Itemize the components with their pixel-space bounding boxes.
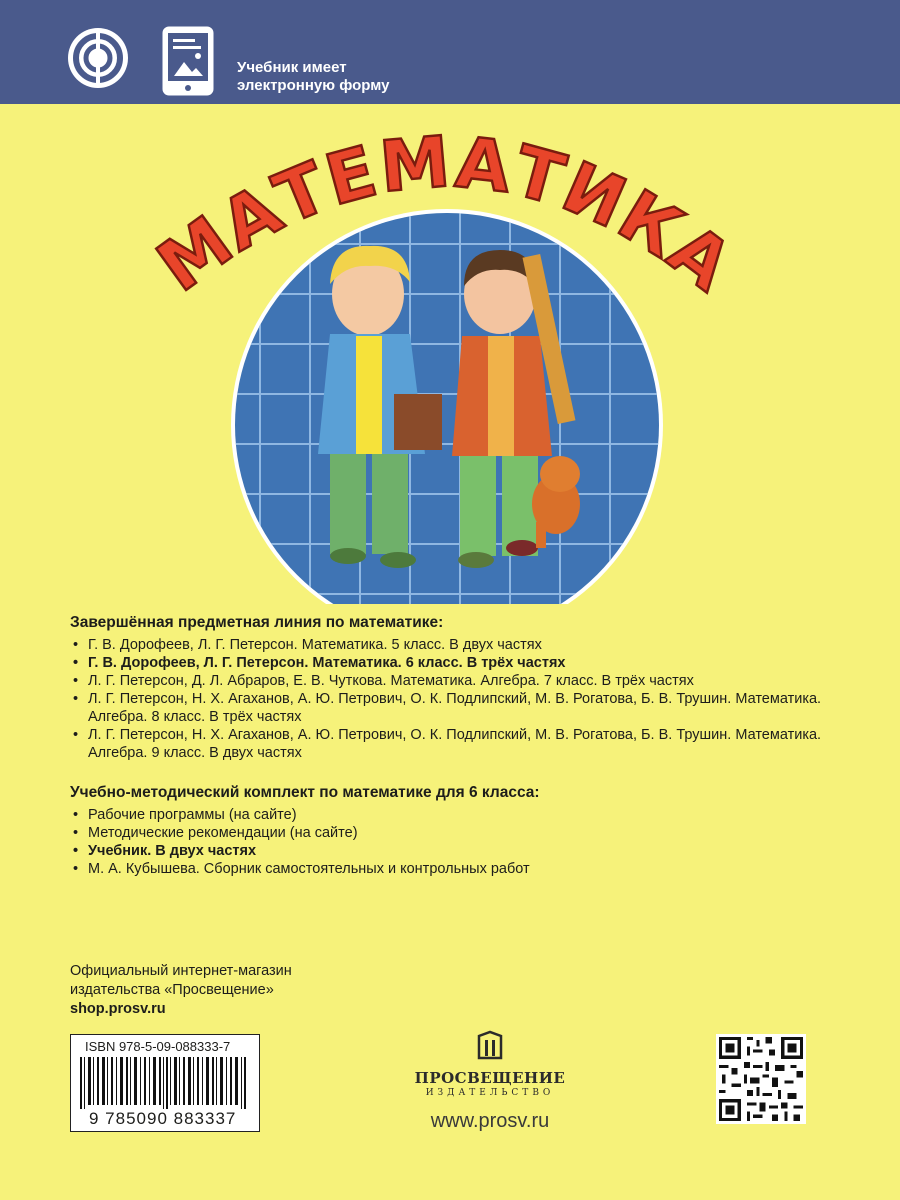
cover-illustration — [0, 104, 900, 604]
list-item: • М. А. Кубышева. Сборник самостоятельных и контрольных работ — [70, 860, 860, 878]
shop-info — [70, 962, 292, 1019]
shop-line-2: издательства «Просвещение» — [70, 982, 274, 998]
list-item: • Л. Г. Петерсон, Д. Л. Абраров, Е. В. Чуткова. Математика. Алгебра. 7 класс. В трёх частях — [70, 672, 860, 690]
list-item: • Л. Г. Петерсон, Н. Х. Агаханов, А. Ю. Петрович, О. К. Подлипский, М. В. Рогатова, Б. В. Трушин. Математика. Алгебра. 9 класс. В двух частях — [70, 726, 860, 762]
barcode-number: 9 785090 883337 — [89, 1109, 237, 1128]
shop-line-1: Официальный интернет-магазин — [70, 963, 292, 979]
series-heading: Завершённая предметная линия по математике: — [70, 614, 444, 631]
series-list — [70, 636, 860, 762]
federal-list-logo-icon — [66, 26, 130, 90]
tablet-eform-icon — [162, 26, 214, 96]
list-item: • Рабочие программы (на сайте) — [70, 806, 860, 824]
top-banner — [0, 0, 900, 104]
isbn-barcode — [70, 1034, 260, 1132]
isbn-label: ISBN 978-5-09-088333-7 — [85, 1039, 231, 1054]
qr-code-icon — [716, 1034, 806, 1124]
list-item: • Л. Г. Петерсон, Н. Х. Агаханов, А. Ю. Петрович, О. К. Подлипский, М. В. Рогатова, Б. В. Трушин. Математика. Алгебра. 8 класс. В трёх частях — [70, 690, 860, 726]
eform-line-2: электронную форму — [237, 77, 390, 94]
list-item-current: • Г. В. Дорофеев, Л. Г. Петерсон. Математика. 6 класс. В трёх частях — [70, 654, 860, 672]
kit-heading: Учебно-методический комплект по математике для 6 класса: — [70, 784, 540, 801]
list-item-current: • Учебник. В двух частях — [70, 842, 860, 860]
publisher-block — [400, 1030, 580, 1133]
list-item: • Методические рекомендации (на сайте) — [70, 824, 860, 842]
book-title: МАТЕМАТИКА — [142, 120, 749, 308]
kit-list — [70, 806, 860, 878]
publisher-name: ПРОСВЕЩЕНИЕ — [414, 1069, 566, 1087]
list-item: • Г. В. Дорофеев, Л. Г. Петерсон. Математика. 5 класс. В двух частях — [70, 636, 860, 654]
publisher-logo-icon — [473, 1030, 507, 1060]
shop-url[interactable]: shop.prosv.ru — [70, 1001, 166, 1017]
electronic-form-note — [237, 59, 390, 95]
eform-line-1: Учебник имеет — [237, 59, 347, 76]
publisher-subtitle: ИЗДАТЕЛЬСТВО — [425, 1088, 555, 1098]
publisher-url[interactable]: www.prosv.ru — [430, 1110, 550, 1132]
book-info — [70, 614, 860, 900]
barcode-icon — [80, 1057, 250, 1109]
